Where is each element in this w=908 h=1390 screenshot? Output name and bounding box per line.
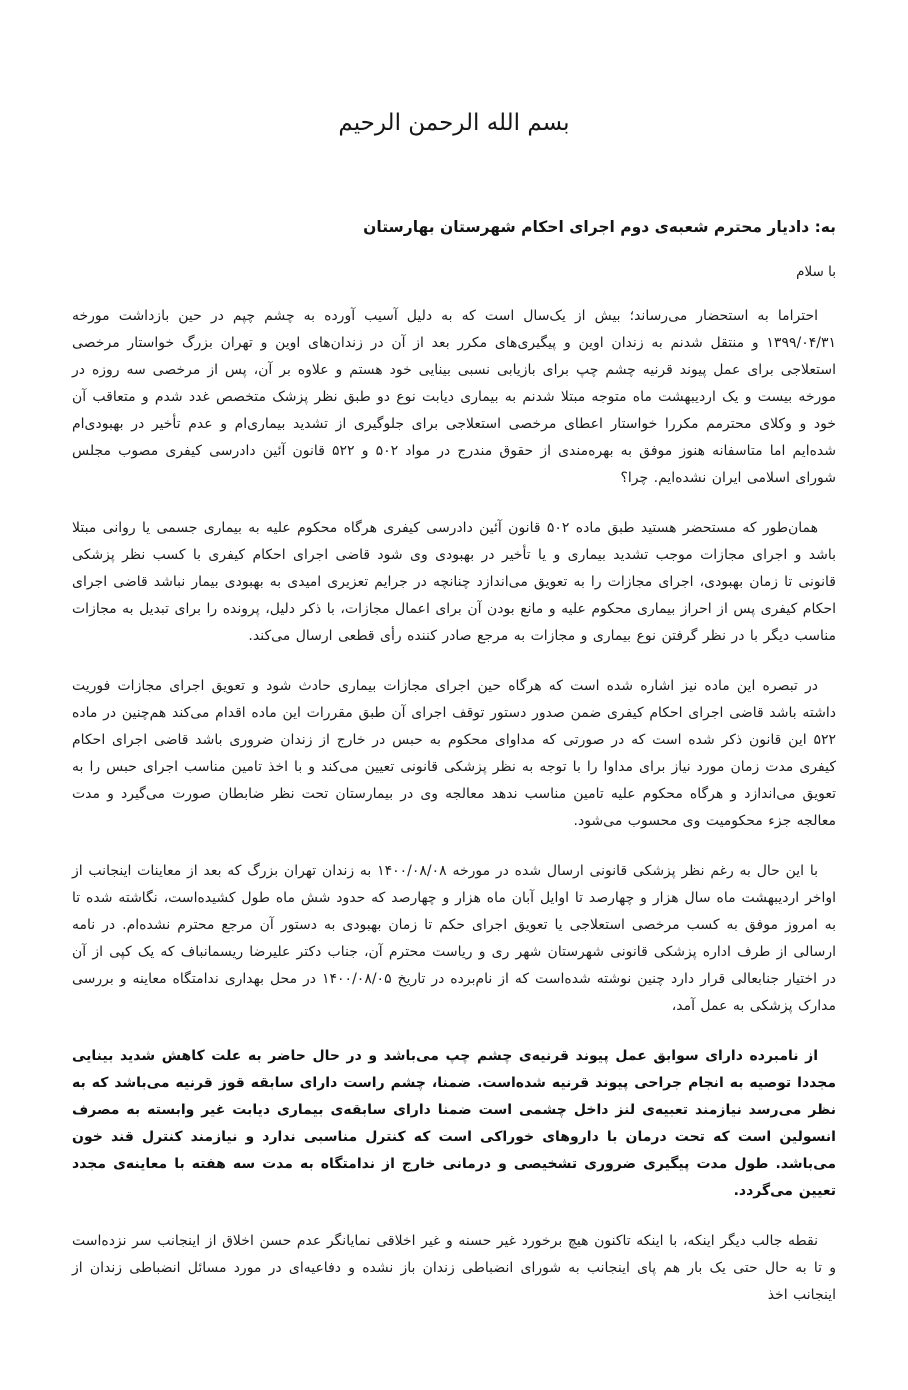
letter-body	[72, 303, 836, 1309]
basmala-title: بسم الله الرحمن الرحیم	[338, 110, 570, 136]
paragraph-article-522: در تبصره این ماده نیز اشاره شده است که هرگاه حین اجرای مجازات بیماری حادث شود و تعویق اجرای مجازات فوریت داشته باشد قاضی اجرای احکام کیفری ضمن صدور دستور توقف اجرای آن طبق مقررات این ماده اقدام می‌کند هم‌چنین در ماده ۵۲۲ این قانون ذکر شده است که در صورتی که مداوای محکوم به حبس در خارج از زندان ضروری باشد قاضی اجرای احکام کیفری مدت زمان مورد نیاز برای مداوا را با توجه به نظر پزشکی قانونی تعیین می‌کند و با اخذ تامین مناسب اجرای حبس را به تعویق می‌اندازد و هرگاه محکوم علیه تامین مناسب ندهد معالجه وی در بیمارستان تحت نظر ضابطان صورت می‌گیرد و مدت معالجه جزء محکومیت وی محسوب می‌شود.	[72, 678, 836, 829]
salutation: با سلام	[796, 264, 836, 280]
paragraph-article-502: همان‌طور که مستحضر هستید طبق ماده ۵۰۲ قانون آئین دادرسی کیفری هرگاه محکوم علیه به بیماری جسمی یا روانی مبتلا باشد و اجرای مجازات موجب تشدید بیماری و یا تأخیر در بهبودی وی شود قاضی اجرای احکام کیفری با کسب نظر پزشکی قانونی تا زمان بهبودی، اجرای مجازات را به تعویق می‌اندازد چنانچه در جرایم تعزیری امیدی به بهبودی بیمار نباشد قاضی اجرای احکام کیفری پس از احراز بیماری محکوم علیه و مانع بودن آن برای اعمال مجازات، با ذکر دلیل، پرونده را برای تبدیل به مجازات مناسب دیگر با در نظر گرفتن نوع بیماری و مجازات به مرجع صادر کننده رأی قطعی ارسال می‌کند.	[72, 520, 836, 644]
paragraph-forensic-letter: با این حال به رغم نظر پزشکی قانونی ارسال شده در مورخه ۱۴۰۰/۰۸/۰۸ به زندان تهران بزرگ که بعد از معاینات اینجانب از اواخر اردیبهشت ماه سال هزار و چهارصد تا اوایل آبان ماه هزار و چهارصد که حدود شش ماه طول کشیده‌است، نگاشته شده تا به امروز موفق به کسب مرخصی استعلاجی یا تعویق اجرای حکم تا زمان بهبودی به دستور آن مرجع محترم نشده‌ام. در نامه ارسالی از طرف اداره پزشکی قانونی شهرستان شهر ری و ریاست محترم آن، جناب دکتر علیرضا ریسمانباف که یک کپی از آن در اختیار جنابعالی قرار دارد چنین نوشته شده‌است که از نام‌برده در تاریخ ۱۴۰۰/۰۸/۰۵ در محل بهداری ندامتگاه معاینه و بررسی مدارک پزشکی به عمل آمد،	[72, 863, 836, 1014]
paragraph-medical-opinion-quote: از نامبرده دارای سوابق عمل پیوند قرنیه‌ی چشم چپ می‌باشد و در حال حاضر به علت کاهش شدید بینایی مجددا توصیه به انجام جراحی پیوند قرنیه شده‌است. ضمنا، چشم راست دارای سابقه قوز قرنیه می‌باشد که به نظر می‌رسد نیازمند تعبیه‌ی لنز داخل چشمی است ضمنا دارای سابقه‌ی بیماری دیابت غیر وابسته به مصرف انسولین است که تحت درمان با داروهای خوراکی است که کنترل مناسبی ندارد و نیازمند کنترل قند خون می‌باشد. طول مدت پیگیری ضروری تشخیصی و درمانی خارج از ندامتگاه به مدت سه هفته با معاینه‌ی مجدد تعیین می‌گردد.	[72, 1048, 836, 1199]
paragraph-intro-eye-injury: احتراما به استحضار می‌رساند؛ بیش از یک‌سال است که به دلیل آسیب آورده به چشم چپم در حین بازداشت مورخه ۱۳۹۹/۰۴/۳۱ و منتقل شدنم به زندان اوین و پیگیری‌های مکرر بعد از آن در زندان‌های اوین و تهران بزرگ خواستار مرخصی استعلاجی برای عمل پیوند قرنیه چشم چپ برای بازیابی نسبی بینایی خود هستم و علاوه بر آن، پس از مرخصی سه روزه در مورخه بیست و یک اردیبهشت ماه متوجه مبتلا شدنم به بیماری دیابت نوع دو طبق نظر پزشک متخصص غدد شدم و متعاقب آن خود و وکلای محترمم مکررا خواستار اعطای مرخصی استعلاجی برای جلوگیری از تشدید بیماری‌ام و عدم تأخیر در بهبودی‌ام شده‌ایم اما متاسفانه هنوز موفق به بهره‌مندی از حقوق مندرج در مواد ۵۰۲ و ۵۲۲ قانون آئین دادرسی کیفری مصوب مجلس شورای اسلامی ایران نشده‌ایم. چرا؟	[72, 308, 836, 486]
letter-page	[0, 110, 908, 1390]
recipient-heading: به: دادیار محترم شعبه‌ی دوم اجرای احکام شهرستان بهارستان	[363, 218, 836, 236]
paragraph-closing-disciplinary: نقطه جالب دیگر اینکه، با اینکه تاکنون هیچ برخورد غیر حسنه و غیر اخلاقی نمایانگر عدم حسن اخلاق از اینجانب سر نزده‌است و تا به حال حتی یک بار هم پای اینجانب به شورای انضباطی زندان باز نشده و دفاعیه‌ای در مورد مسائل انضباطی زندان از اینجانب اخذ	[72, 1233, 836, 1303]
